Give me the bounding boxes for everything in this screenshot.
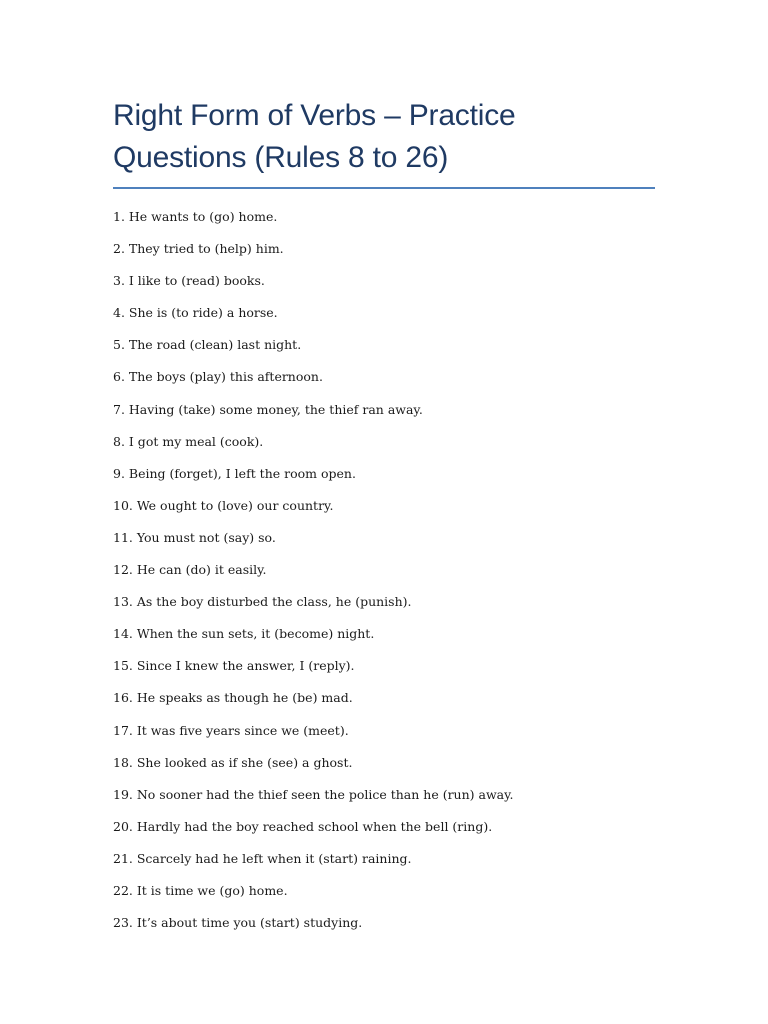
title-underline xyxy=(113,187,655,189)
question-item: 3. I like to (read) books. xyxy=(113,273,265,289)
question-list xyxy=(113,209,655,947)
question-item: 14. When the sun sets, it (become) night. xyxy=(113,626,375,642)
question-item: 2. They tried to (help) him. xyxy=(113,241,284,257)
question-item: 22. It is time we (go) home. xyxy=(113,882,288,898)
question-item: 21. Scarcely had he left when it (start) raining. xyxy=(113,850,412,866)
question-item: 12. He can (do) it easily. xyxy=(113,562,267,578)
question-item: 17. It was five years since we (meet). xyxy=(113,722,349,738)
question-item: 13. As the boy disturbed the class, he (punish). xyxy=(113,594,412,610)
document-title: Right Form of Verbs – Practice Questions (Rules 8 to 26) xyxy=(113,99,516,174)
question-item: 23. It’s about time you (start) studying. xyxy=(113,915,363,931)
question-item: 4. She is (to ride) a horse. xyxy=(113,305,278,321)
question-item: 10. We ought to (love) our country. xyxy=(113,497,334,513)
question-item: 20. Hardly had the boy reached school when the bell (ring). xyxy=(113,818,493,834)
question-item: 15. Since I knew the answer, I (reply). xyxy=(113,658,355,674)
question-item: 7. Having (take) some money, the thief ran away. xyxy=(113,401,423,417)
question-item: 9. Being (forget), I left the room open. xyxy=(113,465,356,481)
question-item: 18. She looked as if she (see) a ghost. xyxy=(113,754,353,770)
question-item: 11. You must not (say) so. xyxy=(113,529,276,545)
document-page xyxy=(113,0,655,947)
question-item: 6. The boys (play) this afternoon. xyxy=(113,369,323,385)
question-item: 16. He speaks as though he (be) mad. xyxy=(113,690,353,706)
question-item: 1. He wants to (go) home. xyxy=(113,209,278,224)
question-item: 5. The road (clean) last night. xyxy=(113,337,302,353)
question-item: 8. I got my meal (cook). xyxy=(113,433,264,449)
question-item: 19. No sooner had the thief seen the police than he (run) away. xyxy=(113,786,514,802)
